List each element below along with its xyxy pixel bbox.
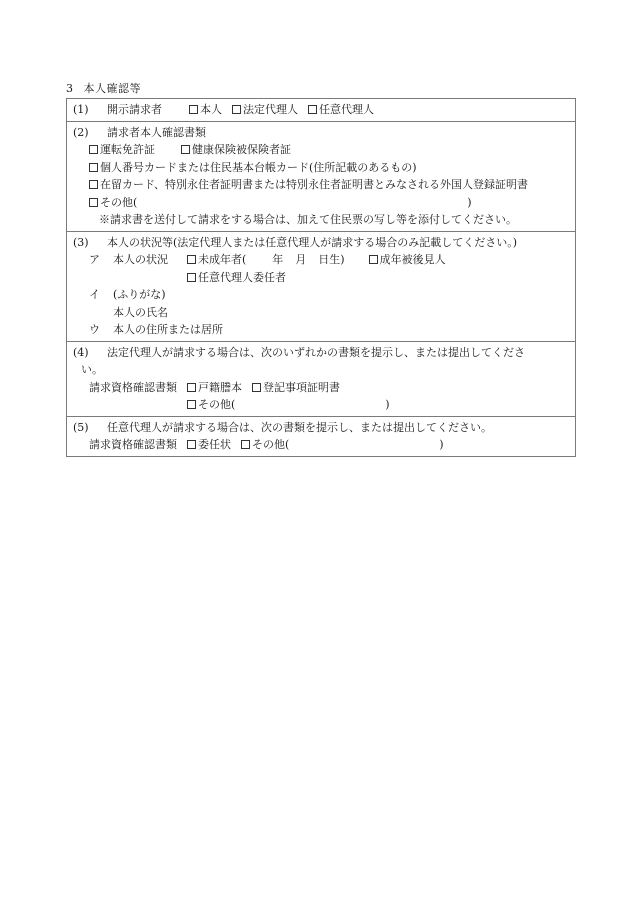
row-legal-agent-docs [67, 341, 576, 416]
option-koseki[interactable]: 戸籍謄本 [187, 381, 242, 394]
option-other-legal[interactable]: その他( ) [73, 396, 569, 414]
checkbox-icon[interactable] [89, 180, 98, 189]
checkbox-icon[interactable] [241, 440, 250, 449]
checkbox-icon[interactable] [187, 273, 196, 282]
legal-agent-instruction-cont: い。 [81, 363, 103, 376]
option-self[interactable]: 本人 [189, 103, 222, 116]
checkbox-icon[interactable] [232, 105, 241, 114]
checkbox-icon[interactable] [89, 163, 98, 172]
checkbox-icon[interactable] [252, 383, 261, 392]
item-number: (5) [73, 420, 89, 434]
principal-name-label: 本人の氏名 [113, 305, 168, 319]
option-health-insurance[interactable]: 健康保険被保険者証 [181, 143, 291, 156]
furigana-label: (ふりがな) [113, 288, 166, 301]
checkbox-icon[interactable] [187, 440, 196, 449]
section-title: 本人確認等 [83, 82, 141, 95]
checkbox-icon[interactable] [187, 383, 196, 392]
option-residence-card[interactable]: 在留カード、特別永住者証明書または特別永住者証明書とみなされる外国人登録証明書 [73, 176, 569, 194]
qualification-docs-label: 請求資格確認書類 [89, 380, 177, 394]
checkbox-icon[interactable] [308, 105, 317, 114]
item-number: (4) [73, 345, 89, 359]
row-principal-status: (3) 本人の状況等(法定代理人または任意代理人が請求する場合のみ記載してください。) ア 本人の状況 未成年者( 年 月 日生) 成年被後見人 任意代理人委任者 イ (ふりがな) 本人の氏名 ウ 本人の住所または居所 [67, 231, 576, 341]
checkbox-icon[interactable] [187, 400, 196, 409]
row-requester [67, 99, 576, 122]
checkbox-icon[interactable] [181, 145, 190, 154]
checkbox-icon[interactable] [369, 255, 378, 264]
option-adult-ward[interactable]: 成年被後見人 [369, 253, 446, 266]
checkbox-icon[interactable] [89, 198, 98, 207]
legal-agent-instruction: 法定代理人が請求する場合は、次のいずれかの書類を提示し、または提出してくださ [107, 345, 525, 359]
requester-label: 開示請求者 [107, 103, 162, 116]
row-id-documents [67, 121, 576, 231]
option-drivers-license[interactable]: 運転免許証 [89, 143, 155, 156]
section-number: 3 [66, 82, 74, 95]
voluntary-agent-instruction: 任意代理人が請求する場合は、次の書類を提示し、または提出してください。 [107, 420, 492, 434]
option-other-id[interactable]: その他( ) [73, 194, 569, 212]
option-minor[interactable]: 未成年者( [187, 253, 246, 266]
item-number: (3) [73, 235, 89, 249]
qualification-docs-label: 請求資格確認書類 [89, 438, 177, 451]
marker-c: ウ [89, 323, 100, 336]
id-docs-label: 請求者本人確認書類 [107, 125, 206, 139]
option-mynumber-card[interactable]: 個人番号カードまたは住民基本台帳カード(住所記載のあるもの) [73, 159, 569, 177]
marker-a: ア [89, 253, 100, 266]
option-voluntary-agent[interactable]: 任意代理人 [308, 103, 374, 116]
mail-note: ※請求書を送付して請求をする場合は、加えて住民票の写し等を添付してください。 [99, 213, 517, 226]
option-other-voluntary[interactable]: その他( ) [241, 438, 444, 451]
principal-address-label: 本人の住所または居所 [113, 323, 223, 336]
option-legal-agent[interactable]: 法定代理人 [232, 103, 298, 116]
option-power-of-attorney[interactable]: 委任状 [187, 438, 231, 451]
row-voluntary-agent-docs [67, 416, 576, 456]
checkbox-icon[interactable] [187, 255, 196, 264]
option-registry-cert[interactable]: 登記事項証明書 [252, 381, 340, 394]
item-number: (1) [73, 103, 89, 116]
option-delegator[interactable]: 任意代理人委任者 [73, 269, 569, 287]
principal-status-label: 本人の状況等(法定代理人または任意代理人が請求する場合のみ記載してください。) [107, 235, 518, 249]
identity-verification-table [66, 98, 576, 457]
checkbox-icon[interactable] [89, 145, 98, 154]
checkbox-icon[interactable] [189, 105, 198, 114]
marker-b: イ [89, 288, 100, 301]
status-label: 本人の状況 [113, 253, 168, 266]
section-heading [66, 80, 141, 96]
item-number: (2) [73, 125, 89, 139]
